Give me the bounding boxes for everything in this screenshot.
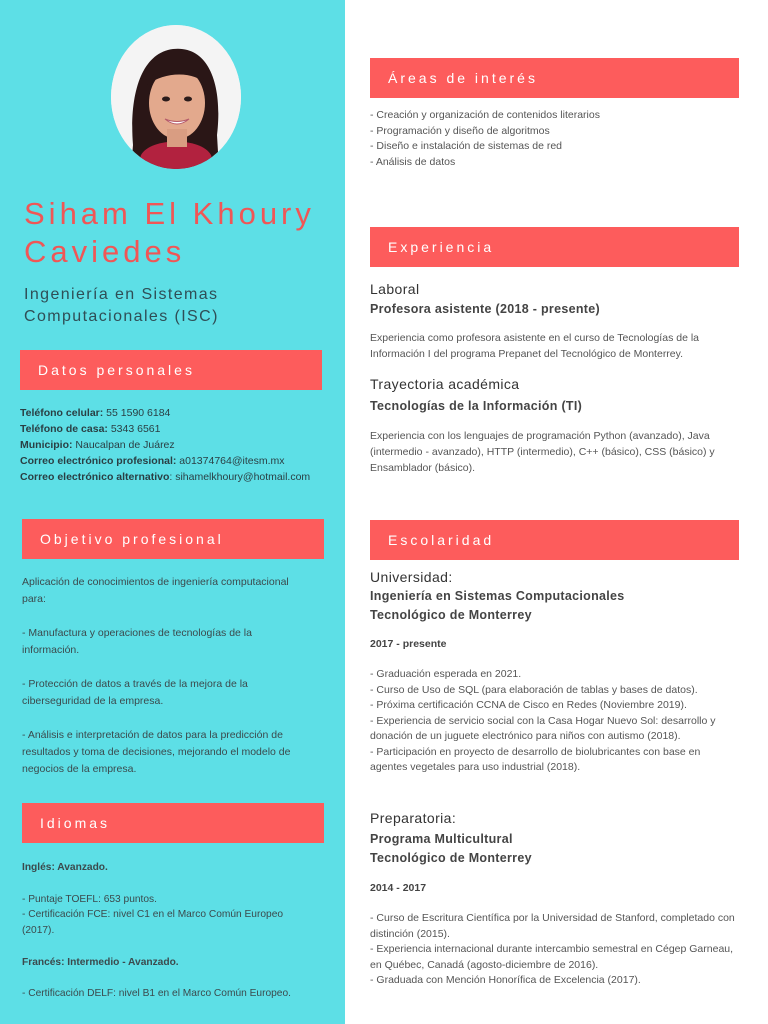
laboral-description <box>370 330 760 362</box>
universidad-heading: Universidad: <box>370 569 453 585</box>
info-row-correo-alternativo <box>20 469 338 485</box>
universidad-program: Ingeniería en Sistemas Computacionales <box>370 589 625 603</box>
academica-desc-line: Ensamblador (básico). <box>370 462 476 474</box>
info-row-casa <box>20 421 338 437</box>
objetivo-line: negocios de la empresa. <box>22 763 137 775</box>
universidad-item: - Graduación esperada en 2021. <box>370 668 522 680</box>
degree-line-1: Ingeniería en Sistemas <box>24 286 219 303</box>
right-panel <box>345 0 768 1024</box>
datos-personales-header: Datos personales <box>20 350 322 390</box>
objetivo-line: ciberseguridad de la empresa. <box>22 695 164 707</box>
universidad-item: donación de un juguete electrónico para niños con autismo (2018). <box>370 730 681 742</box>
universidad-item: - Próxima certificación CCNA de Cisco en Redes (Noviembre 2019). <box>370 699 687 711</box>
experiencia-header: Experiencia <box>370 227 739 267</box>
escolaridad-header: Escolaridad <box>370 520 739 560</box>
info-row-correo-profesional <box>20 453 338 469</box>
idioma-line: - Certificación DELF: nivel B1 en el Marco Común Europeo. <box>22 988 291 1000</box>
universidad-item: agentes vegetales para uso industrial (2018). <box>370 761 581 773</box>
candidate-name <box>24 195 334 271</box>
preparatoria-item: - Graduada con Mención Honorífica de Excelencia (2017). <box>370 974 641 986</box>
area-item: - Análisis de datos <box>370 155 456 168</box>
area-item: - Creación y organización de contenidos literarios <box>370 109 600 121</box>
universidad-item: - Experiencia de servicio social con la Casa Hogar Nuevo Sol: desarrollo y <box>370 714 716 727</box>
idioma-line: (2017). <box>22 925 55 937</box>
objetivo-line: - Manufactura y operaciones de tecnologías de la <box>22 627 252 639</box>
objetivo-line: - Protección de datos a través de la mejora de la <box>22 678 248 690</box>
universidad-item: - Curso de Uso de SQL (para elaboración de tablas y bases de datos). <box>370 683 698 696</box>
idiomas-text <box>22 860 340 1002</box>
idioma-ingles: Inglés: Avanzado. <box>22 862 108 873</box>
candidate-name-line-1: Siham El Khoury <box>24 196 315 231</box>
preparatoria-heading: Preparatoria: <box>370 810 457 826</box>
objetivo-line: información. <box>22 644 80 656</box>
info-row-celular <box>20 405 338 421</box>
idiomas-header: Idiomas <box>22 803 324 843</box>
academica-desc-line: Experiencia con los lenguajes de programación Python (avanzado), Java <box>370 430 710 442</box>
profile-photo <box>111 25 241 169</box>
objetivo-header: Objetivo profesional <box>22 519 324 559</box>
academica-desc-line: (intermedio - avanzado), HTTP (intermedio), C++ (básico), CSS (básico) y <box>370 446 715 458</box>
candidate-degree <box>24 284 334 328</box>
left-panel <box>0 0 345 1024</box>
laboral-desc-line: Información I del programa Prepanet del Tecnológico de Monterrey. <box>370 348 684 360</box>
universidad-dates: 2017 - presente <box>370 638 447 650</box>
idioma-line: - Certificación FCE: nivel C1 en el Marco Común Europeo <box>22 909 284 921</box>
info-label: Teléfono celular: <box>20 407 104 419</box>
idioma-line: - Puntaje TOEFL: 653 puntos. <box>22 893 157 905</box>
info-value: 5343 6561 <box>107 423 161 435</box>
info-value: a01374764@itesm.mx <box>176 455 285 467</box>
preparatoria-program: Programa Multicultural <box>370 832 513 846</box>
objetivo-line: Aplicación de conocimientos de ingeniería computacional <box>22 576 289 588</box>
candidate-name-line-2: Caviedes <box>24 234 186 269</box>
areas-header: Áreas de interés <box>370 58 739 98</box>
preparatoria-item: en Québec, Canadá (agosto-diciembre de 2016). <box>370 958 599 971</box>
preparatoria-list <box>370 911 762 989</box>
info-value: 55 1590 6184 <box>103 407 171 419</box>
laboral-desc-line: Experiencia como profesora asistente en el curso de Tecnologías de la <box>370 332 700 344</box>
info-label: Teléfono de casa: <box>20 423 108 435</box>
laboral-heading: Laboral <box>370 281 420 297</box>
objetivo-line: para: <box>22 593 46 605</box>
objetivo-line: - Análisis e interpretación de datos para la predicción de <box>22 729 283 741</box>
preparatoria-dates: 2014 - 2017 <box>370 882 427 894</box>
preparatoria-item: - Experiencia internacional durante intercambio semestral en Cégep Garneau, <box>370 943 734 955</box>
info-value: Naucalpan de Juárez <box>72 439 175 451</box>
academica-heading: Trayectoria académica <box>370 376 520 392</box>
areas-list <box>370 108 760 170</box>
universidad-item: - Participación en proyecto de desarrollo de biolubricantes con base en <box>370 745 701 758</box>
degree-line-2: Computacionales (ISC) <box>24 308 219 325</box>
area-item: - Programación y diseño de algoritmos <box>370 124 550 137</box>
objetivo-line: resultados y toma de decisiones, mejorando el modelo de <box>22 746 291 758</box>
info-value: : sihamelkhoury@hotmail.com <box>169 471 311 483</box>
laboral-role: Profesora asistente (2018 - presente) <box>370 302 600 316</box>
academica-role: Tecnologías de la Información (TI) <box>370 399 583 413</box>
preparatoria-item: distinción (2015). <box>370 927 450 940</box>
area-item: - Diseño e instalación de sistemas de red <box>370 140 563 152</box>
universidad-list <box>370 667 760 776</box>
datos-personales-list <box>20 405 338 485</box>
portrait-image <box>111 25 241 169</box>
objetivo-text <box>22 574 340 778</box>
info-label: Correo electrónico profesional: <box>20 455 177 467</box>
info-label: Municipio: <box>20 439 73 451</box>
preparatoria-school: Tecnológico de Monterrey <box>370 851 532 865</box>
universidad-school: Tecnológico de Monterrey <box>370 608 532 622</box>
idioma-frances: Francés: Intermedio - Avanzado. <box>22 956 179 968</box>
academica-description <box>370 428 760 476</box>
preparatoria-item: - Curso de Escritura Científica por la Universidad de Stanford, completado con <box>370 912 735 924</box>
info-row-municipio <box>20 437 338 453</box>
info-label: Correo electrónico alternativo <box>20 471 170 483</box>
